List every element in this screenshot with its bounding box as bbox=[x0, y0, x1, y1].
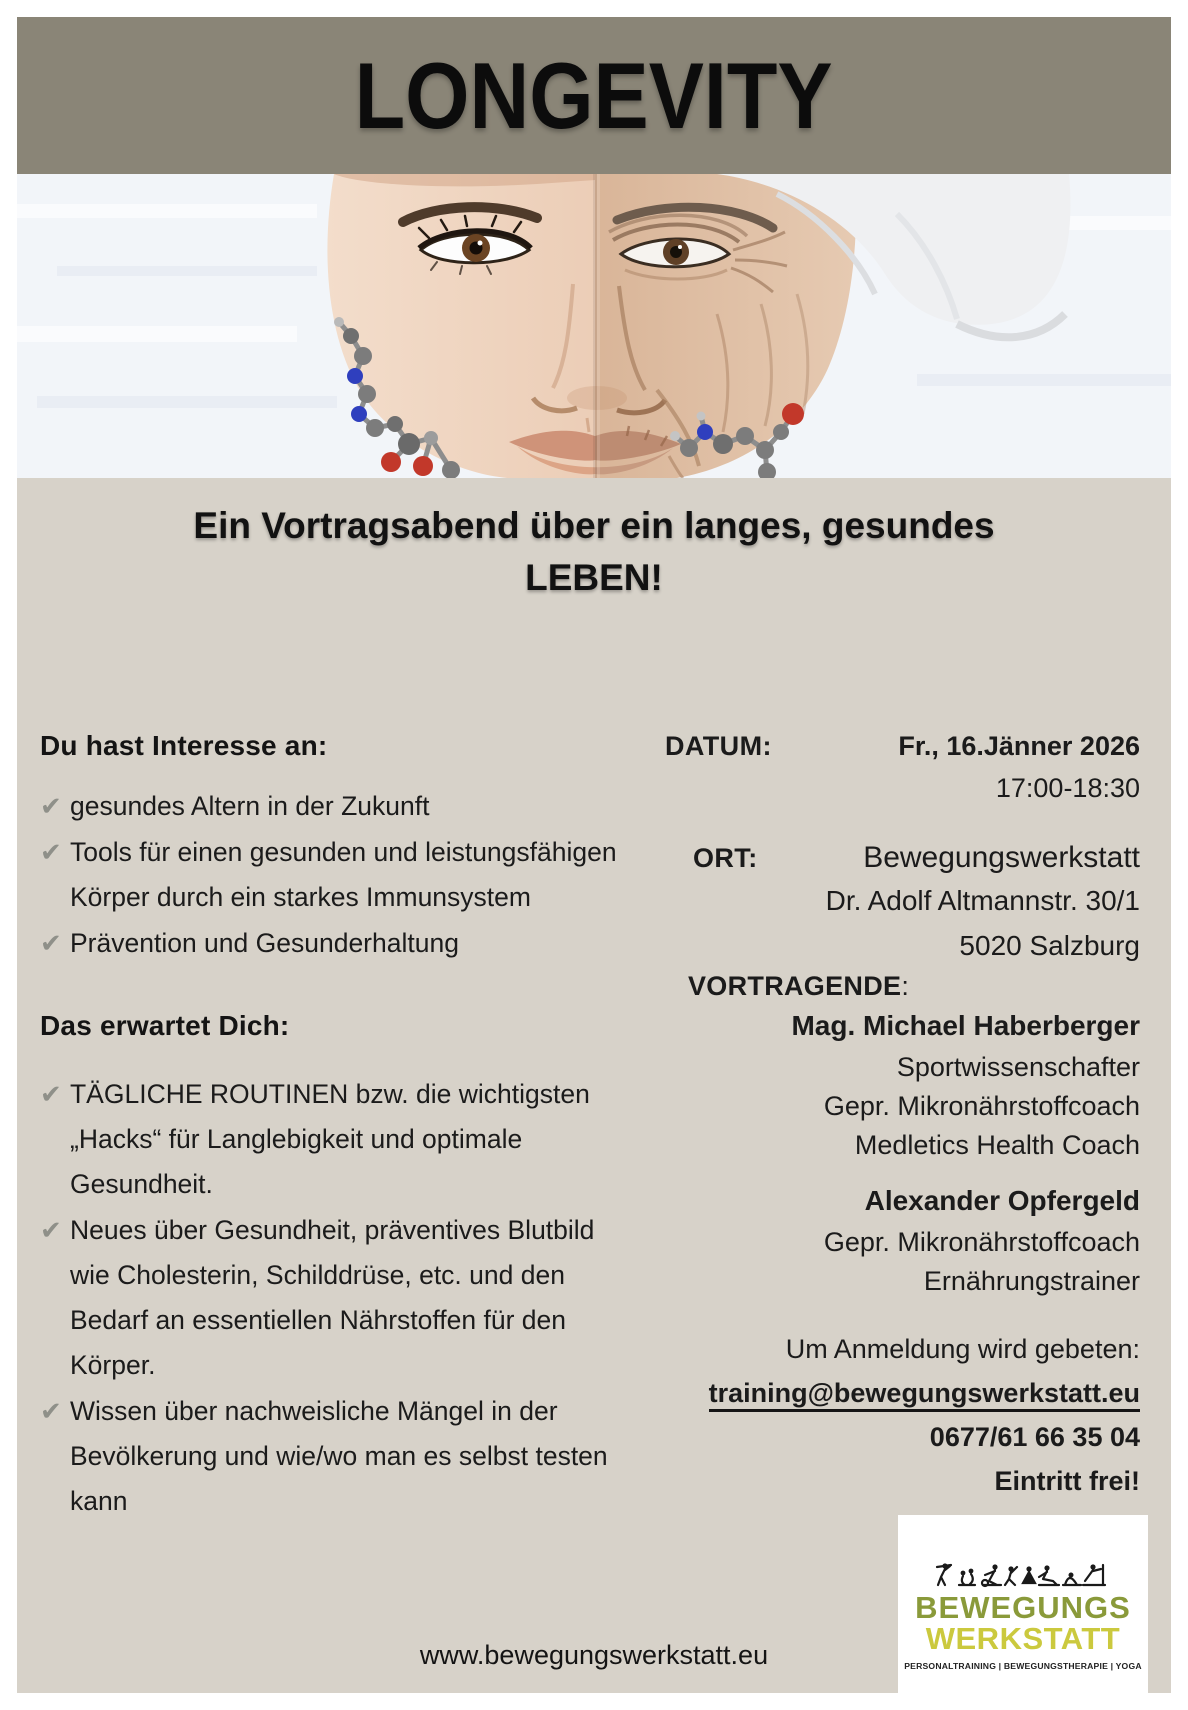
time-value: 17:00-18:30 bbox=[995, 773, 1140, 803]
checkmark-icon: ✔ bbox=[40, 928, 62, 958]
checkmark-icon: ✔ bbox=[40, 1396, 62, 1426]
list-item bbox=[40, 921, 622, 966]
aging-face-photo bbox=[17, 174, 1171, 478]
registration-phone: 0677/61 66 35 04 bbox=[929, 1422, 1140, 1452]
list-item-text: TÄGLICHE ROUTINEN bzw. die wichtigsten „Hacks“ für Langlebigkeit und optimale Gesundheit. bbox=[70, 1079, 590, 1199]
address-line: 5020 Salzburg bbox=[959, 930, 1140, 961]
speaker-name: Alexander Opfergeld bbox=[864, 1185, 1140, 1216]
logo-line2: WERKSTATT bbox=[925, 1621, 1121, 1656]
registration-email-link[interactable]: training@bewegungswerkstatt.eu bbox=[709, 1378, 1140, 1412]
speakers-label-text: VORTRAGENDE bbox=[688, 971, 902, 1001]
banner bbox=[17, 17, 1171, 174]
list-item-text: Neues über Gesundheit, präventives Blutbild wie Cholesterin, Schilddrüse, etc. und den Bedarf an essentiellen Nährstoffen für den Körper. bbox=[70, 1215, 595, 1380]
list-item-text: Wissen über nachweisliche Mängel in der Bevölkerung und wie/wo man es selbst testen kann bbox=[70, 1396, 608, 1516]
left-column bbox=[40, 730, 622, 1525]
registration-email-line bbox=[620, 1371, 1140, 1415]
expectations-list bbox=[40, 1072, 622, 1524]
checkmark-icon: ✔ bbox=[40, 791, 62, 821]
headline-line2: LEBEN! bbox=[525, 557, 663, 598]
speakers-label bbox=[620, 968, 1140, 1004]
list-item bbox=[40, 1072, 622, 1207]
datum-row bbox=[620, 728, 1140, 764]
split-face-illustration bbox=[17, 174, 1171, 478]
list-item bbox=[40, 1208, 622, 1388]
speaker-role: Gepr. Mikronährstoffcoach bbox=[823, 1091, 1140, 1121]
logo-line1: BEWEGUNGS bbox=[915, 1590, 1131, 1625]
datum-label: DATUM: bbox=[665, 731, 772, 761]
ort-row bbox=[620, 838, 1140, 878]
headline bbox=[17, 478, 1171, 604]
checkmark-icon: ✔ bbox=[40, 1079, 62, 1109]
checkmark-icon: ✔ bbox=[40, 837, 62, 867]
checkmark-icon: ✔ bbox=[40, 1215, 62, 1245]
list-item bbox=[40, 1389, 622, 1524]
admission-note: Eintritt frei! bbox=[994, 1466, 1140, 1496]
datum-value: Fr., 16.Jänner 2026 bbox=[898, 731, 1140, 761]
address-line: Dr. Adolf Altmannstr. 30/1 bbox=[825, 885, 1140, 916]
interests-list bbox=[40, 784, 622, 966]
headline-line1: Ein Vortragsabend über ein langes, gesundes bbox=[193, 505, 995, 546]
list-item bbox=[40, 784, 622, 829]
speaker-role: Ernährungstrainer bbox=[923, 1266, 1140, 1296]
ort-value: Bewegungswerkstatt bbox=[863, 841, 1140, 874]
ort-label: ORT: bbox=[693, 843, 758, 873]
list-item-text: Tools für einen gesunden und leistungsfähigen Körper durch ein starkes Immunsystem bbox=[70, 837, 617, 912]
list-item-text: Prävention und Gesunderhaltung bbox=[70, 928, 459, 958]
speakers-label-colon: : bbox=[901, 971, 910, 1001]
exercise-figures-icon bbox=[933, 1559, 1113, 1589]
registration-intro: Um Anmeldung wird gebeten: bbox=[785, 1334, 1140, 1364]
expectations-heading: Das erwartet Dich: bbox=[40, 1010, 290, 1041]
content-panel bbox=[17, 478, 1171, 1693]
banner-title: LONGEVITY bbox=[354, 42, 833, 148]
list-item bbox=[40, 830, 622, 920]
website-url: www.bewegungswerkstatt.eu bbox=[419, 1640, 769, 1670]
interests-heading: Du hast Interesse an: bbox=[40, 730, 328, 761]
speaker-name: Mag. Michael Haberberger bbox=[791, 1010, 1140, 1041]
logo-tagline: PERSONALTRAINING | BEWEGUNGSTHERAPIE | YOGA bbox=[904, 1661, 1142, 1671]
event-details bbox=[620, 728, 1140, 1503]
speaker-role: Sportwissenschafter bbox=[896, 1052, 1140, 1082]
speaker-role: Gepr. Mikronährstoffcoach bbox=[823, 1227, 1140, 1257]
list-item-text: gesundes Altern in der Zukunft bbox=[70, 791, 430, 821]
speaker-role: Medletics Health Coach bbox=[854, 1130, 1140, 1160]
bewegungswerkstatt-logo bbox=[898, 1515, 1148, 1701]
